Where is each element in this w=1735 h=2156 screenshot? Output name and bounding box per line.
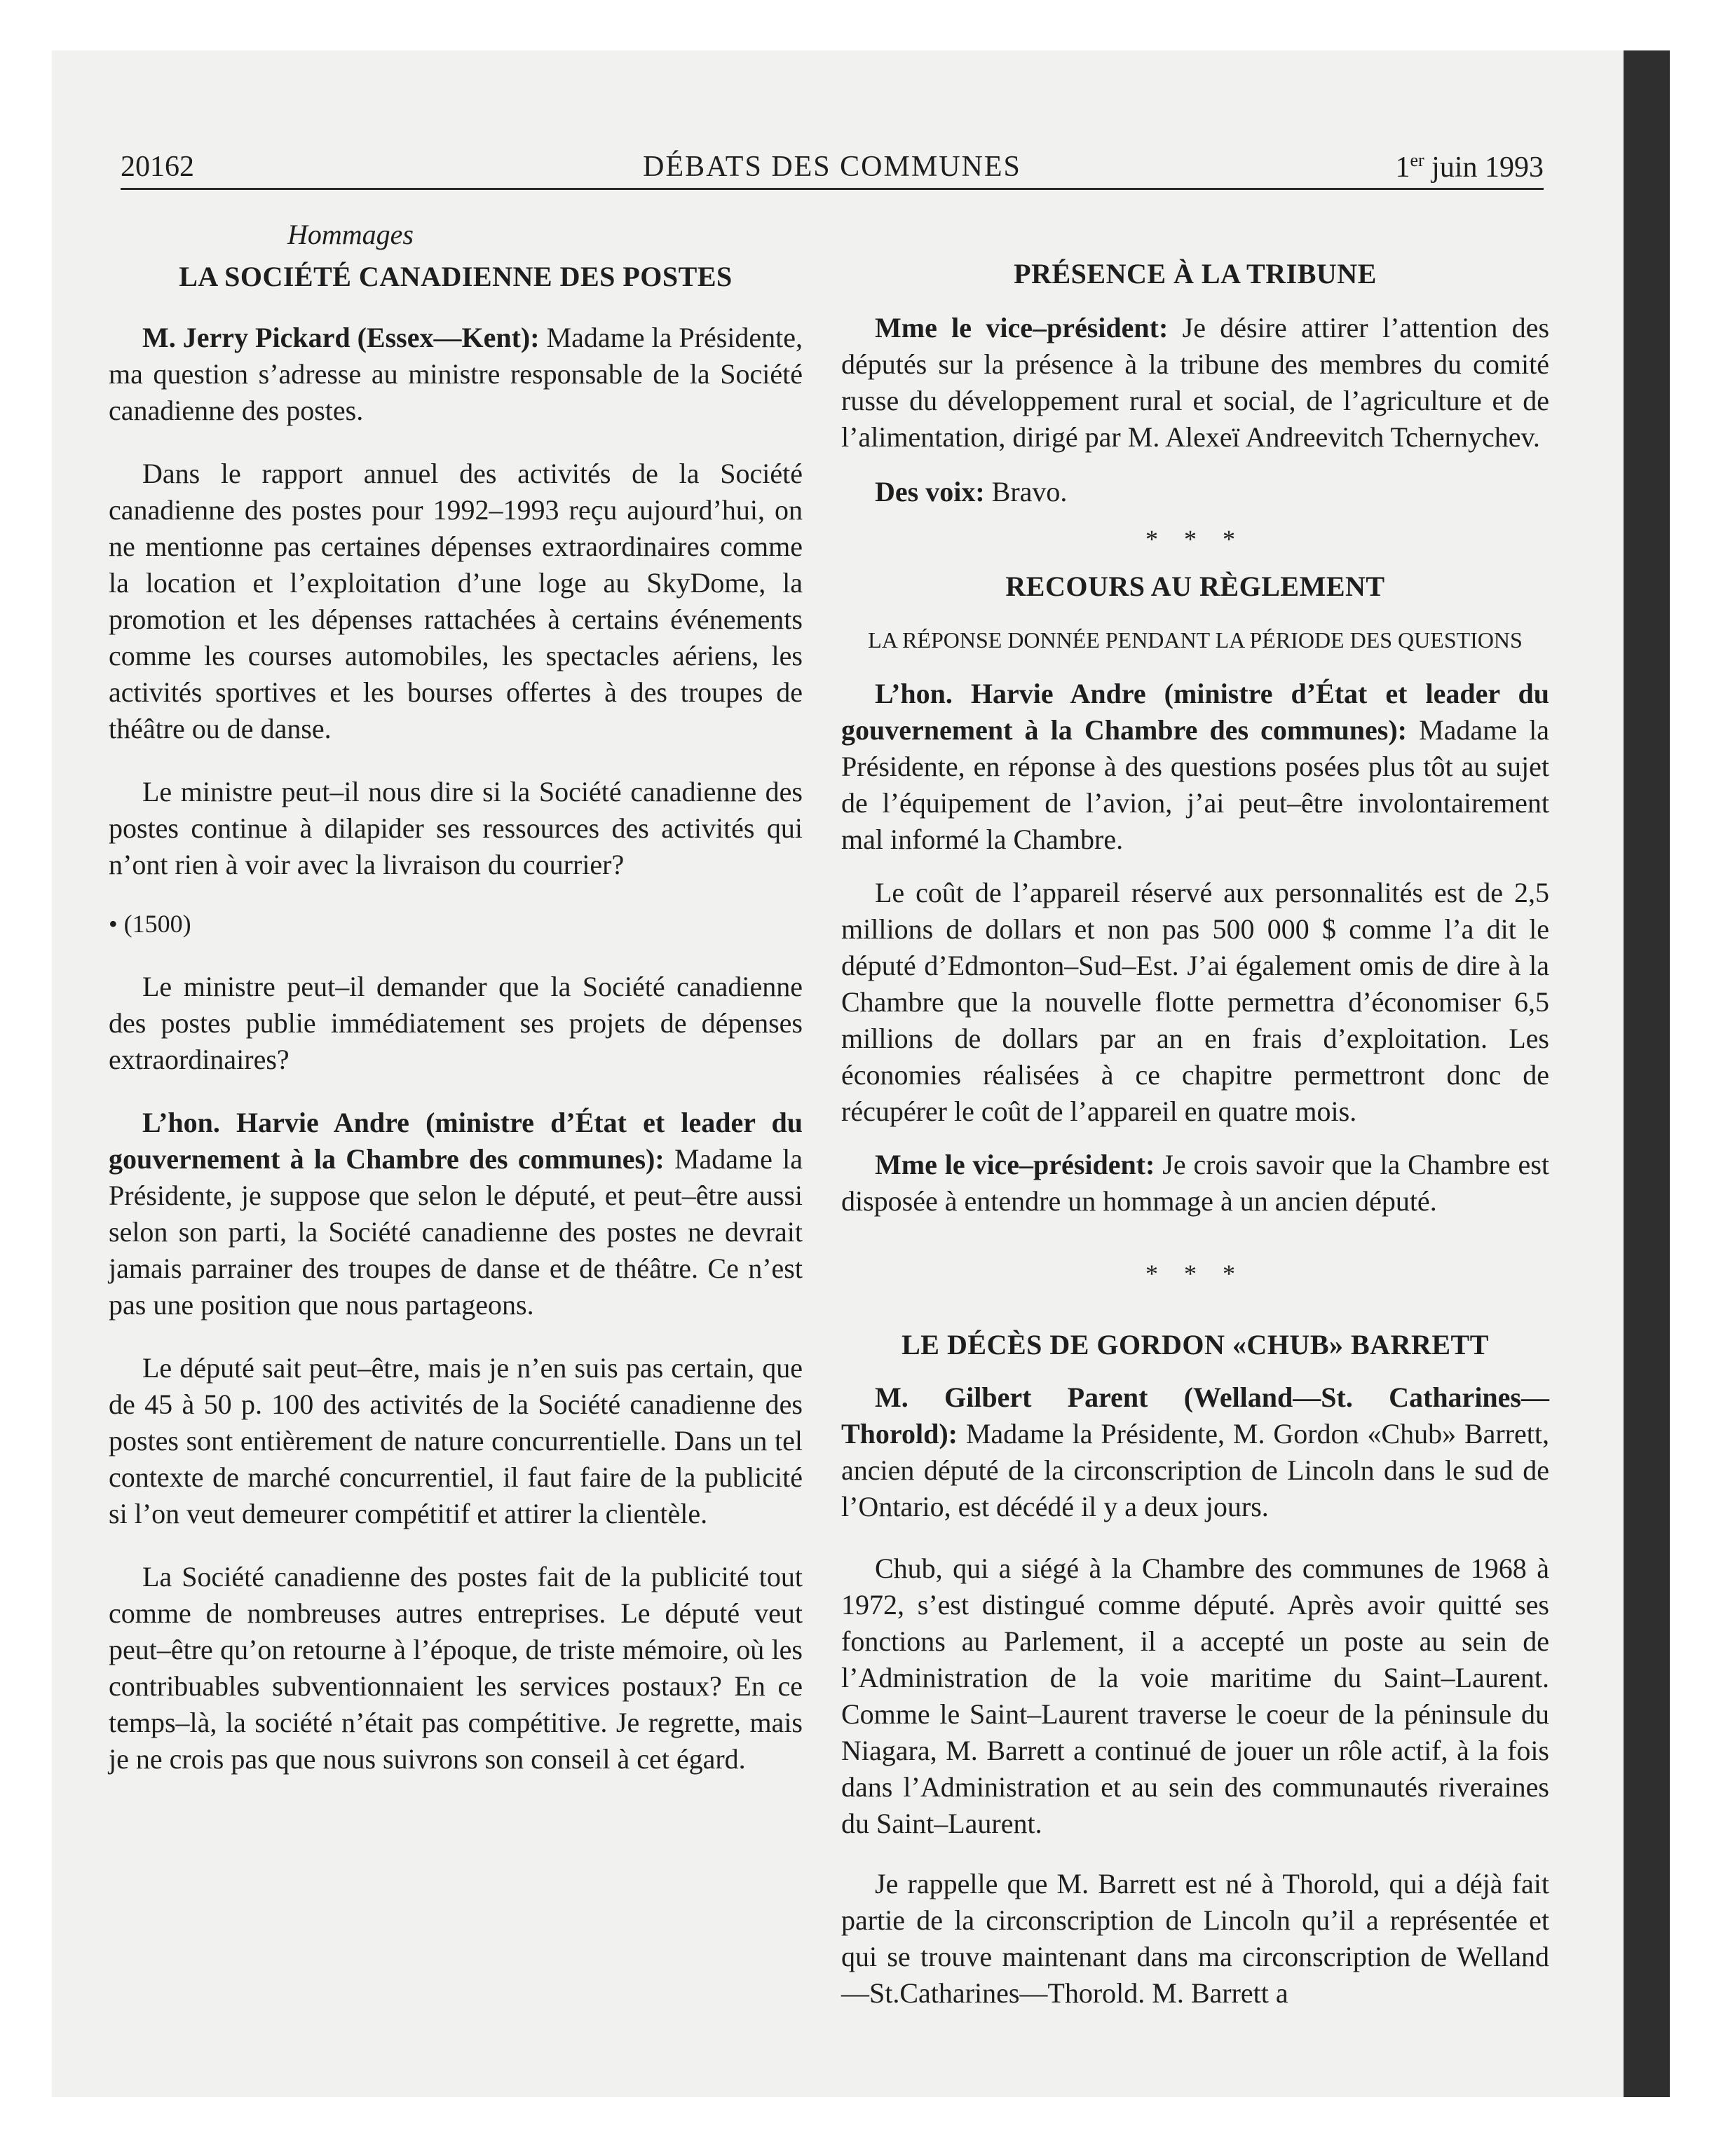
paragraph: Le coût de l’appareil réservé aux personnalités est de 2,5 millions de dollars et non pas 500 000 $ comme l’a dit le député d’Edmonton–Sud–Est. J’ai également omis de dire à la Chambre que la nouvelle flotte permettra d’économiser 6,5 millions de dollars par an en frais d’exploitation. Les économies réalisées à ce chapitre permettront donc de récupérer le coût de l’appareil en quatre mois. (841, 877, 1549, 1127)
paragraph: Le ministre peut–il demander que la Société canadienne des postes publie immédiatement ses projets de dépenses extraordinaires? (109, 971, 803, 1075)
paragraph: M. Gilbert Parent (Welland—St. Catharines—Thorold): Madame la Présidente, M. Gordon «Chub» Barrett, ancien député de la circonscription de Lincoln dans le sud de l’Ontario, est décédé il y a deux jours. (841, 1381, 1549, 1522)
paragraph: Le ministre peut–il nous dire si la Société canadienne des postes continue à dilapider ses ressources des activités qui n’ont rien à voir avec la livraison du courrier? (109, 776, 803, 880)
page-date: 1er juin 1993 (1395, 150, 1544, 184)
paragraph: La Société canadienne des postes fait de la publicité tout comme de nombreuses autres entreprises. Le député veut peut–être qu’on retourne à l’époque, de triste mémoire, où les contribuables subventionnaient les services postaux? En ce temps–là, la société n’était pas compétitive. Je regrette, mais je ne crois pas que nous suivrons son conseil à cet égard. (109, 1561, 803, 1775)
left-column (109, 217, 803, 1778)
section-label: Hommages (287, 219, 414, 250)
publication-title: DÉBATS DES COMMUNES (643, 151, 1021, 183)
section-heading: RECOURS AU RÈGLEMENT (1005, 571, 1385, 602)
speaker: M. Jerry Pickard (Essex—Kent): (142, 322, 540, 353)
speaker: Mme le vice–président: (875, 1149, 1155, 1180)
paragraph: L’hon. Harvie Andre (ministre d’État et leader du gouvernement à la Chambre des communes): Madame la Présidente, en réponse à des questions posées plus tôt au sujet de l’équipement de l’avion, j’ai peut–être involontairement mal informé la Chambre. (841, 678, 1550, 855)
speaker: L’hon. Harvie Andre (ministre d’État et leader du gouvernement à la Chambre des communes): (109, 1107, 803, 1175)
paragraph: M. Jerry Pickard (Essex—Kent): Madame la Présidente, ma question s’adresse au ministre responsable de la Société canadienne des postes. (109, 322, 803, 426)
section-separator: * * * (1145, 1260, 1245, 1288)
right-column (841, 217, 1549, 2012)
paragraph: Des voix: Bravo. (875, 476, 1068, 507)
paragraph: Je rappelle que M. Barrett est né à Thorold, qui a déjà fait partie de la circonscription de Lincoln qu’il a représentée et qui se trouve maintenant dans ma circonscription de Welland—St.Catharines—Thorold. M. Barrett a (841, 1868, 1549, 2009)
time-marker: • (1500) (109, 910, 191, 938)
paragraph: Mme le vice–président: Je crois savoir que la Chambre est disposée à entendre un hommage à un ancien député. (841, 1149, 1549, 1217)
binding-edge (1624, 50, 1670, 2097)
running-header (121, 144, 1544, 190)
paragraph: L’hon. Harvie Andre (ministre d’État et leader du gouvernement à la Chambre des communes): Madame la Présidente, je suppose que selon le député, et peut–être aussi selon son parti, la Société canadienne des postes ne devrait jamais parrainer des troupes de danse et de théâtre. Ce n’est pas une position que nous partageons. (109, 1107, 803, 1321)
speaker: M. Gilbert Parent (Welland—St. Catharines—Thorold): (841, 1381, 1549, 1449)
speaker: Des voix: (875, 476, 985, 507)
paragraph: Le député sait peut–être, mais je n’en suis pas certain, que de 45 à 50 p. 100 des activités de la Société canadienne des postes sont entièrement de nature concurrentielle. Dans un tel contexte de marché concurrentiel, il faut faire de la publicité si l’on veut demeurer compétitif et attirer la clientèle. (109, 1352, 803, 1529)
paragraph: Mme le vice–président: Je désire attirer l’attention des députés sur la présence à la tribune des membres du comité russe du développement rural et social, de l’agriculture et de l’alimentation, dirigé par M. Alexeï Andreevitch Tchernychev. (841, 312, 1550, 453)
paragraph: Dans le rapport annuel des activités de la Société canadienne des postes pour 1992–1993 reçu aujourd’hui, on ne mentionne pas certaines dépenses extraordinaires comme la location et l’exploitation d’une loge au SkyDome, la promotion et les dépenses rattachées à certains événements comme les courses automobiles, les spectacles aériens, les activités sportives et les bourses offertes à des troupes de théâtre ou de danse. (109, 458, 803, 744)
section-heading: PRÉSENCE À LA TRIBUNE (1014, 258, 1377, 289)
section-subheading: LA RÉPONSE DONNÉE PENDANT LA PÉRIODE DES QUESTIONS (868, 627, 1523, 653)
section-separator: * * * (1145, 525, 1245, 553)
speaker: L’hon. Harvie Andre (ministre d’État et leader du gouvernement à la Chambre des communes): (841, 678, 1549, 746)
page-number: 20162 (121, 151, 194, 183)
speaker: Mme le vice–président: (875, 312, 1169, 343)
section-heading: LE DÉCÈS DE GORDON «CHUB» BARRETT (901, 1329, 1489, 1360)
section-heading: LA SOCIÉTÉ CANADIENNE DES POSTES (179, 261, 733, 292)
paragraph: Chub, qui a siégé à la Chambre des communes de 1968 à 1972, s’est distingué comme député. Après avoir quitté ses fonctions au Parlement, il a accepté un poste au sein de l’Administration de la voie maritime du Saint–Laurent. Comme le Saint–Laurent traverse le coeur de la péninsule du Niagara, M. Barrett a continué de jouer un rôle actif, à la fois dans l’Administration et au sein des communautés riveraines du Saint–Laurent. (841, 1553, 1549, 1839)
